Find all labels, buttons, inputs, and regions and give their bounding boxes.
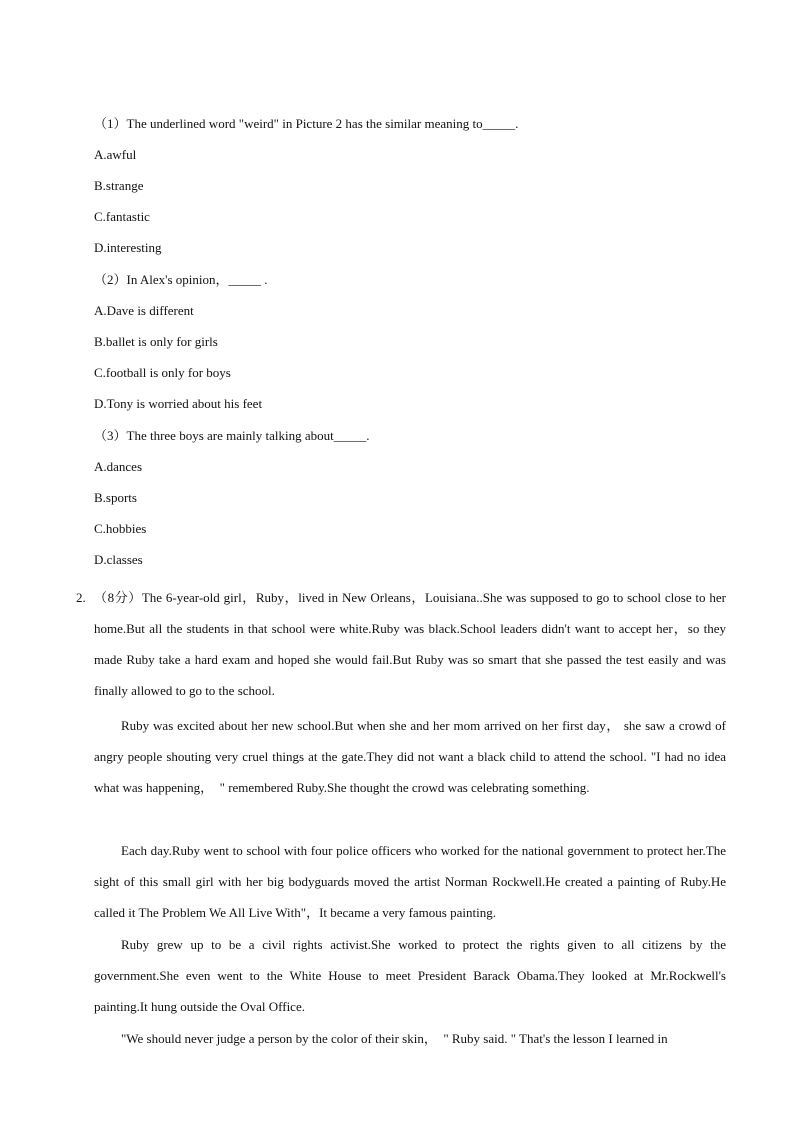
question-1-option-b: B.strange bbox=[94, 178, 144, 193]
question-1-option-a: A.awful bbox=[94, 147, 137, 162]
passage-paragraph-5: "We should never judge a person by the color of their skin， " Ruby said. " That's the lesson I learned in bbox=[121, 1031, 668, 1046]
question-1-option-d: D.interesting bbox=[94, 240, 162, 255]
paragraph-1-text: The 6-year-old girl，Ruby，lived in New Orleans，Louisiana..She was supposed to go to school close to her home.But all the students in that school were white.Ruby was black.School leaders didn't want to accept her，so they made Ruby take a hard exam and hoped she would fail.But Ruby was so smart that she passed the test easily and was finally allowed to go to the school. bbox=[94, 590, 726, 698]
question-2-option-c: C.football is only for boys bbox=[94, 365, 231, 380]
question-2-option-b: B.ballet is only for girls bbox=[94, 334, 218, 349]
question-3-option-d: D.classes bbox=[94, 552, 143, 567]
question-3-option-c: C.hobbies bbox=[94, 521, 147, 536]
question-1-option-c: C.fantastic bbox=[94, 209, 150, 224]
question-1-stem: （1）The underlined word "weird" in Picture 2 has the similar meaning to_____. bbox=[94, 116, 519, 131]
score-label: （8分） bbox=[94, 590, 142, 605]
question-2-option-a: A.Dave is different bbox=[94, 303, 194, 318]
passage-paragraph-2: Ruby was excited about her new school.But when she and her mom arrived on her first day， she saw a crowd of angry people shouting very cruel things at the gate.They did not want a black child to attend the school. "I had no idea what was happening， " remembered Ruby.She thought the crowd was celebrating something. bbox=[94, 718, 726, 795]
passage-paragraph-1 bbox=[94, 582, 726, 706]
question-number: 2. bbox=[76, 590, 86, 605]
passage-paragraph-4: Ruby grew up to be a civil rights activist.She worked to protect the rights given to all citizens by the government.She even went to the White House to meet President Barack Obama.They looked at Mr.Rockwell's painting.It hung outside the Oval Office. bbox=[94, 937, 726, 1014]
question-3-stem: （3）The three boys are mainly talking about_____. bbox=[94, 428, 370, 443]
question-3-option-a: A.dances bbox=[94, 459, 143, 474]
question-3-option-b: B.sports bbox=[94, 490, 137, 505]
question-2-option-d: D.Tony is worried about his feet bbox=[94, 396, 263, 411]
question-2-stem: （2）In Alex's opinion，_____ . bbox=[94, 272, 268, 287]
passage-paragraph-3: Each day.Ruby went to school with four police officers who worked for the national government to protect her.The sight of this small girl with her big bodyguards moved the artist Norman Rockwell.He created a painting of Ruby.He called it The Problem We All Live With"，It became a very famous painting. bbox=[94, 843, 726, 920]
